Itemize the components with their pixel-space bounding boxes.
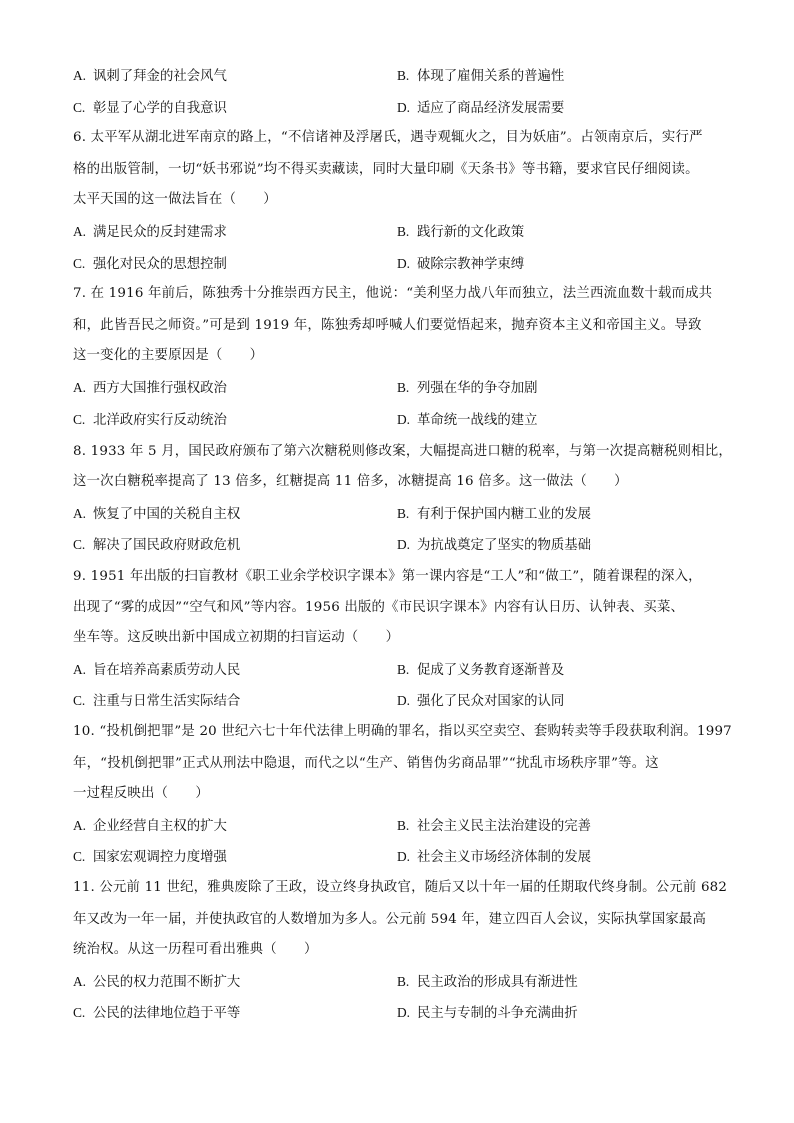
option-d: [397, 98, 564, 119]
option-text: 社会主义民主法治建设的完善: [417, 819, 592, 834]
option-b: [397, 504, 591, 525]
option-letter: B.: [397, 68, 410, 83]
option-text: 为抗战奠定了坚实的物质基础: [417, 538, 592, 553]
option-text: 满足民众的反封建需求: [93, 225, 227, 240]
option-letter: A.: [73, 662, 87, 677]
option-text: 公民的权力范围不断扩大: [93, 975, 241, 990]
option-text: 破除宗教神学束缚: [417, 257, 525, 272]
option-a: [73, 504, 240, 525]
option-letter: C.: [73, 1005, 86, 1020]
option-text: 列强在华的争夺加剧: [417, 381, 538, 396]
option-b: [397, 222, 524, 243]
option-letter: D.: [397, 1005, 411, 1020]
option-a: [73, 660, 240, 681]
option-text: 适应了商品经济发展需要: [417, 101, 565, 116]
option-c: [73, 254, 227, 275]
option-letter: A.: [73, 818, 87, 833]
option-c: [73, 98, 227, 119]
option-text: 公民的法律地位趋于平等: [93, 1006, 241, 1021]
option-c: [73, 535, 240, 556]
option-text: 革命统一战线的建立: [417, 413, 538, 428]
question-8-stem-line: 这一次白糖税率提高了 13 倍多，红糖提高 11 倍多，冰糖提高 16 倍多。这一做法（ ）: [73, 474, 628, 489]
option-letter: B.: [397, 974, 410, 989]
option-letter: D.: [397, 849, 411, 864]
question-6-stem-line: 太平天国的这一做法旨在（ ）: [73, 192, 277, 207]
option-letter: D.: [397, 100, 411, 115]
option-a: [73, 972, 240, 993]
question-11-stem-line: 统治权。从这一历程可看出雅典（ ）: [73, 942, 318, 957]
option-letter: C.: [73, 100, 86, 115]
option-text: 彰显了心学的自我意识: [93, 101, 227, 116]
option-a: [73, 66, 227, 87]
question-11-stem-line: 年又改为一年一届，并使执政官的人数增加为多人。公元前 594 年，建立四百人会议，实际执掌国家最高: [73, 912, 707, 927]
option-a: [73, 816, 227, 837]
option-text: 强化了民众对国家的认同: [417, 694, 565, 709]
option-text: 践行新的文化政策: [417, 225, 525, 240]
option-text: 解决了国民政府财政危机: [93, 538, 241, 553]
question-9-stem-line: 出现了“雾的成因”“空气和风”等内容。1956 出版的《市民识字课本》内容有认日历、认钟表、买菜、: [73, 600, 685, 615]
option-text: 体现了雇佣关系的普遍性: [417, 69, 565, 84]
option-letter: D.: [397, 256, 411, 271]
option-letter: D.: [397, 412, 411, 427]
option-a: [73, 222, 227, 243]
option-letter: A.: [73, 974, 87, 989]
option-text: 讽刺了拜金的社会风气: [93, 69, 227, 84]
option-d: [397, 410, 538, 431]
option-text: 北洋政府实行反动统治: [93, 413, 227, 428]
option-letter: C.: [73, 412, 86, 427]
question-8-stem-line: 8. 1933 年 5 月，国民政府颁布了第六次糖税则修改案，大幅提高进口糖的税率，与第一次提高糖税则相比，: [73, 444, 732, 459]
option-b: [397, 660, 564, 681]
question-7-stem-line: 和，此皆吾民之师资。”可是到 1919 年，陈独秀却呼喊人们要觉悟起来，抛弃资本主义和帝国主义。导致: [73, 318, 702, 333]
option-letter: D.: [397, 693, 411, 708]
option-text: 民主与专制的斗争充满曲折: [417, 1006, 578, 1021]
option-a: [73, 378, 227, 399]
option-c: [73, 691, 240, 712]
option-letter: A.: [73, 506, 87, 521]
question-7-stem-line: 7. 在 1916 年前后，陈独秀十分推崇西方民主，他说：“美利坚力战八年而独立，法兰西流血数十载而成共: [73, 286, 713, 301]
question-9-stem-line: 坐车等。这反映出新中国成立初期的扫盲运动（ ）: [73, 630, 400, 645]
option-text: 旨在培养高素质劳动人民: [93, 663, 241, 678]
option-text: 企业经营自主权的扩大: [93, 819, 227, 834]
question-6-stem-line: 6. 太平军从湖北进军南京的路上，“不信诸神及浮屠氏，遇寺观辄火之，目为妖庙”。占领南京后，实行严: [73, 130, 703, 145]
option-text: 强化对民众的思想控制: [93, 257, 227, 272]
option-text: 恢复了中国的关税自主权: [93, 507, 241, 522]
question-9-stem-line: 9. 1951 年出版的扫盲教材《职工业余学校识字课本》第一课内容是“工人”和“做工”，随着课程的深入，: [73, 569, 702, 584]
option-letter: C.: [73, 693, 86, 708]
question-10-stem-line: 一过程反映出（ ）: [73, 786, 209, 801]
option-letter: D.: [397, 537, 411, 552]
question-10-stem-line: 10. “投机倒把罪”是 20 世纪六七十年代法律上明确的罪名，指以买空卖空、套购转卖等手段获取利润。1997: [73, 724, 732, 739]
question-11-stem-line: 11. 公元前 11 世纪，雅典废除了王政，设立终身执政官，随后又以十年一届的任期取代终身制。公元前 682: [73, 880, 728, 895]
question-7-stem-line: 这一变化的主要原因是（ ）: [73, 348, 264, 363]
option-c: [73, 847, 227, 868]
option-d: [397, 1003, 578, 1024]
option-d: [397, 691, 564, 712]
option-text: 社会主义市场经济体制的发展: [417, 850, 592, 865]
option-b: [397, 378, 538, 399]
option-letter: A.: [73, 380, 87, 395]
option-b: [397, 972, 578, 993]
option-letter: B.: [397, 224, 410, 239]
option-letter: C.: [73, 849, 86, 864]
option-text: 有利于保护国内糖工业的发展: [417, 507, 592, 522]
option-letter: B.: [397, 818, 410, 833]
option-d: [397, 535, 591, 556]
option-letter: C.: [73, 537, 86, 552]
question-6-stem-line: 格的出版管制，一切“妖书邪说”均不得买卖藏读，同时大量印刷《天条书》等书籍，要求官民仔细阅读。: [73, 162, 699, 177]
option-text: 促成了义务教育逐渐普及: [417, 663, 565, 678]
option-letter: B.: [397, 380, 410, 395]
option-text: 国家宏观调控力度增强: [93, 850, 227, 865]
option-letter: C.: [73, 256, 86, 271]
option-c: [73, 410, 227, 431]
option-letter: A.: [73, 68, 87, 83]
option-letter: A.: [73, 224, 87, 239]
option-d: [397, 847, 591, 868]
option-letter: B.: [397, 506, 410, 521]
option-text: 民主政治的形成具有渐进性: [417, 975, 578, 990]
option-b: [397, 66, 564, 87]
option-c: [73, 1003, 240, 1024]
option-text: 注重与日常生活实际结合: [93, 694, 241, 709]
option-letter: B.: [397, 662, 410, 677]
option-text: 西方大国推行强权政治: [93, 381, 227, 396]
option-d: [397, 254, 524, 275]
question-10-stem-line: 年，“投机倒把罪”正式从刑法中隐退，而代之以“生产、销售伪劣商品罪”“扰乱市场秩序罪”等。这: [73, 756, 659, 771]
option-b: [397, 816, 591, 837]
